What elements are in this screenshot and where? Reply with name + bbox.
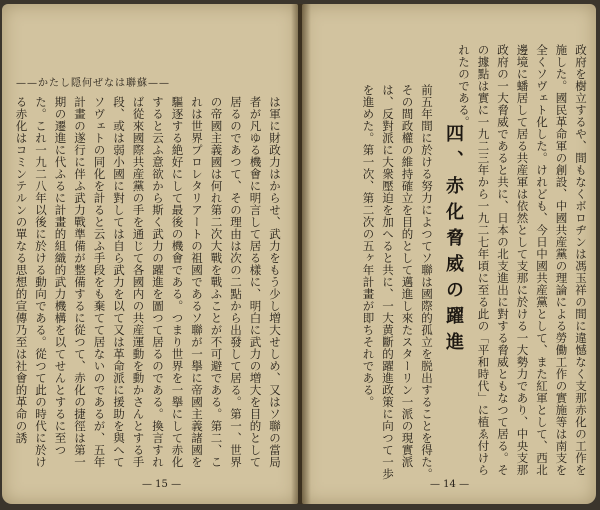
chapter-heading: 四、赤化脅威の躍進 [443, 124, 464, 358]
running-head: ——かたし隠何ぜなは聯蘇—— [16, 78, 170, 89]
right-page-body-bottom: 前五年間に於ける努力によつてソ聯は國際的孤立を脱出することを得た。その間政權の維持確立を目的として邁進し來たスターリン一派の現實派は、反對派に大衆壓迫を加へると共に、一大黄斷的躍進政策に向つて一歩を進めた。第一次、第二次の五ヶ年計畫が即ちそれである。 [361, 84, 434, 480]
right-page-body-top: 政府を樹立するや、間もなくボロヂンは馮玉祥の間に違憾なく支那赤化の工作を施した。國民革命軍の創設、中國共産黨の理論による勞働工作の實施等は南支を全くソヴェト化した。けれども、今日中國共産黨として、また紅軍として、西北邊境に蟠居して居る共産軍は依然として支那に於ける一大勢力であり、中央支那政府の一大脅威であると共に、日本の北支進出に對する脅威ともなつて居る。その據點は實に一九二三年から一九二七年頃に至る此の「平和時代」に植ゑ付けられたのである。 [457, 44, 588, 476]
right-page [302, 4, 596, 504]
left-page [2, 4, 298, 504]
right-page-number: — 14 — [430, 479, 470, 490]
left-page-number: — 15 — [142, 479, 182, 490]
book-gutter [291, 4, 311, 504]
left-page-body: は軍に財政力はからせ、武力をもう少し増大せしめ、又はソ聯の當局者が凡ゆる機會に明言して居る樣に、明白に武力の増大を目的として居るのであつて、その理由は次の二點から出發して居る。第一、世界の帝國主義國は何れ第二次大戰を戰ふことが不可避である。第二、これは世界プロレタリアートの祖國であるソ聯が一擧に帝國主義諸國を驅逐する絶好にして最後の機會である。つまり世界を一擧にして赤化すると云ふ意欲から斯く武力の躍進を圖つて居るのである。換言すれば從來國際共産黨の手を通じて各國内の共産運動を動かさんとする手段、或は弱小國に對しては自ら武力を以て又は革命派に援助を與へてソヴェトの同化を計ると云ふ手段をも棄てて居ないのであるが、五年計畫の遂行に伴ふ武力戰準備が整備するに從つて、赤化の捷徑は第一期の遷進に代ふるに計畫的組織的武力機構を以てせんとするに至つた。これ一九二八年以後に於ける動向である。從つて此の時代に於ける赤化はコミンテルンの單なる思想的宣傳乃至は社會的革命の誘 [14, 96, 282, 468]
